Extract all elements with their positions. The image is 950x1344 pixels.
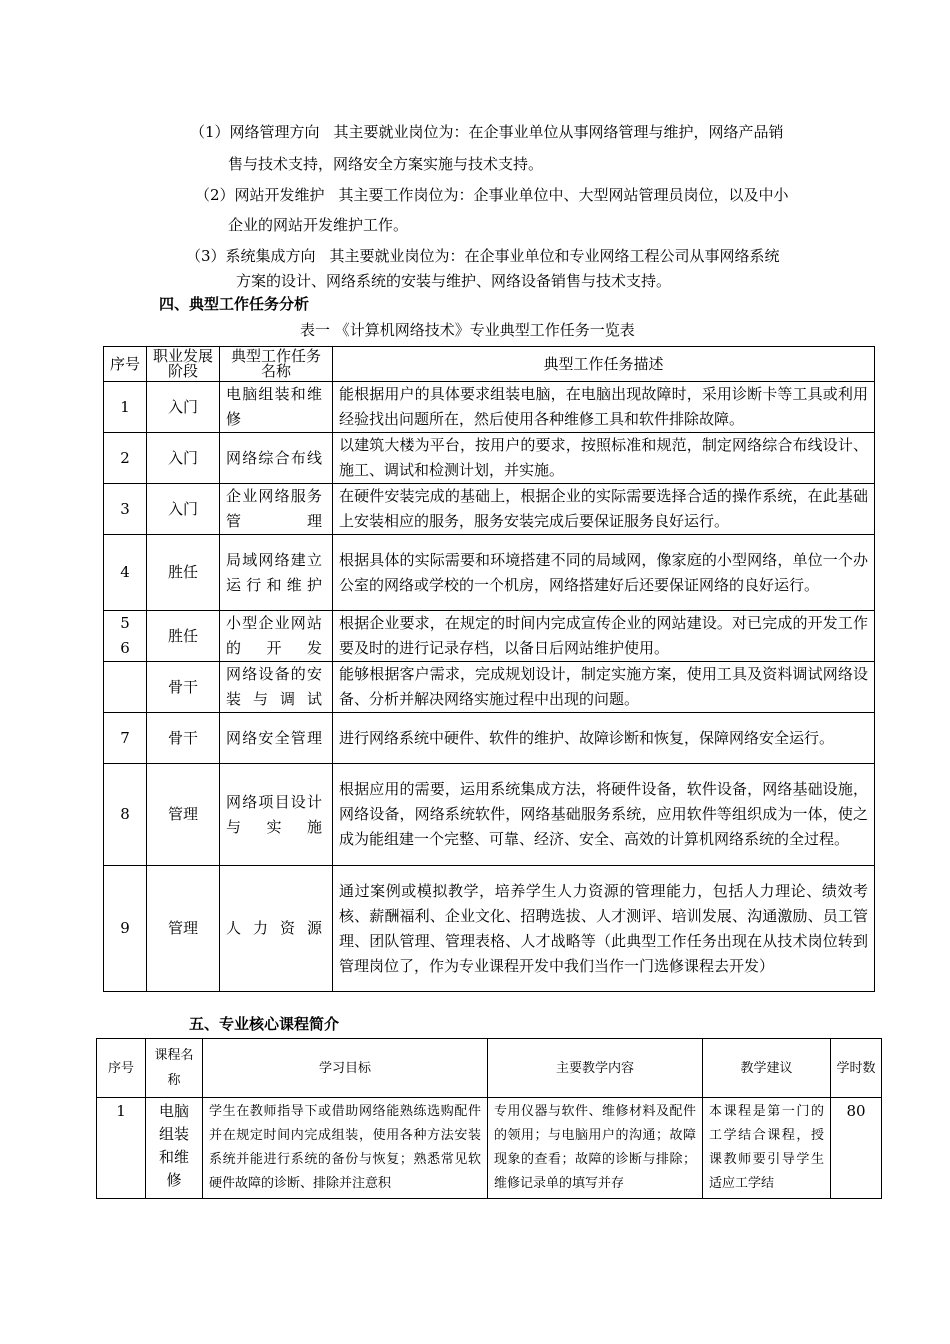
cell-task: 小型企业网站的开发: [220, 611, 333, 662]
header-task: 典型工作任务名称: [220, 347, 333, 382]
table-row: [104, 713, 875, 764]
cell-desc: 根据企业要求，在规定的时间内完成宣传企业的网站建设。对已完成的开发工作要及时的进行记录存档，以备日后网站维护使用。: [333, 611, 875, 662]
cell-task: 网络安全管理: [220, 713, 333, 764]
header-seq: 序号: [104, 347, 147, 382]
cell-task: 人力资源: [220, 866, 333, 992]
table-row: [104, 764, 875, 866]
header-seq: 序号: [97, 1039, 146, 1098]
table-header-row: [104, 347, 875, 382]
cell-desc: 能够根据客户需求，完成规划设计，制定实施方案，使用工具及资料调试网络设备、分析并解决网络实施过程中出现的问题。: [333, 662, 875, 713]
header-teaching-advice: 教学建议: [703, 1039, 831, 1098]
section-heading-5: 五、专业核心课程简介: [189, 1015, 340, 1033]
cell-task: 网络设备的安装与调试: [220, 662, 333, 713]
cell-stage: 胜任: [147, 611, 220, 662]
cell-desc: 在硬件安装完成的基础上，根据企业的实际需要选择合适的操作系统，在此基础上安装相应的服务，服务安装完成后要保证服务良好运行。: [333, 484, 875, 535]
header-learning-goal: 学习目标: [203, 1039, 488, 1098]
cell-stage: 骨干: [147, 662, 220, 713]
typical-tasks-table: [103, 346, 875, 992]
cell-stage: 骨干: [147, 713, 220, 764]
cell-stage: 入门: [147, 433, 220, 484]
cell-desc: 根据具体的实际需要和环境搭建不同的局域网，像家庭的小型网络，单位一个办公室的网络或学校的一个机房，网络搭建好后还要保证网络的良好运行。: [333, 535, 875, 611]
paragraph-continuation: 企业的网站开发维护工作。: [228, 216, 409, 234]
paragraph-website-development: [195, 185, 789, 205]
paragraph-text: 其主要就业岗位为：在企事业单位和专业网络工程公司从事网络系统: [329, 247, 780, 265]
cell-seq: 1: [104, 382, 147, 433]
cell-teaching-content: 专用仪器与软件、维修材料及配件的领用；与电脑用户的沟通；故障现象的查看；故障的诊断与排除；维修记录单的填写并存: [488, 1098, 703, 1199]
paragraph-continuation: 方案的设计、网络系统的安装与维护、网络设备销售与技术支持。: [236, 272, 672, 290]
cell-desc: 进行网络系统中硬件、软件的维护、故障诊断和恢复，保障网络安全运行。: [333, 713, 875, 764]
paragraph-network-management: [190, 122, 784, 142]
cell-desc: 能根据用户的具体要求组装电脑，在电脑出现故障时，采用诊断卡等工具或利用经验找出问题所在，然后使用各种维修工具和软件排除故障。: [333, 382, 875, 433]
table-row: [104, 866, 875, 992]
cell-task: 电脑组装和维修: [220, 382, 333, 433]
cell-task: 企业网络服务管理: [220, 484, 333, 535]
cell-stage: 胜任: [147, 535, 220, 611]
cell-seq: 5 6: [104, 611, 147, 662]
table-row: [104, 662, 875, 713]
cell-stage: 管理: [147, 866, 220, 992]
paragraph-label: （3）系统集成方向: [186, 247, 316, 265]
cell-seq: 8: [104, 764, 147, 866]
cell-stage: 管理: [147, 764, 220, 866]
table-row: [104, 382, 875, 433]
cell-task: 局域网络建立运行和维护: [220, 535, 333, 611]
paragraph-system-integration: [186, 246, 780, 266]
cell-seq: [104, 662, 147, 713]
header-stage: 职业发展阶段: [147, 347, 220, 382]
header-hours: 学时数: [831, 1039, 882, 1098]
table-row: [104, 433, 875, 484]
paragraph-text: 其主要就业岗位为：在企事业单位从事网络管理与维护，网络产品销: [333, 123, 784, 141]
cell-teaching-advice: 本课程是第一门的工学结合课程，授课教师要引导学生适应工学结: [703, 1098, 831, 1199]
core-courses-table: [96, 1038, 882, 1199]
cell-task: 网络综合布线: [220, 433, 333, 484]
cell-seq: 7: [104, 713, 147, 764]
cell-desc: 通过案例或模拟教学，培养学生人力资源的管理能力，包括人力理论、绩效考核、薪酬福利、企业文化、招聘选拔、人才测评、培训发展、沟通激励、员工管理、团队管理、管理表格、人才战略等（此典型工作任务出现在从技术岗位转到管理岗位了，作为专业课程开发中我们当作一门选修课程去开发）: [333, 866, 875, 992]
cell-seq: 1: [97, 1098, 146, 1199]
cell-course-name: 电脑组装和维修: [146, 1098, 203, 1199]
cell-seq: 3: [104, 484, 147, 535]
paragraph-continuation: 售与技术支持，网络安全方案实施与技术支持。: [228, 155, 544, 173]
section-heading-4: 四、典型工作任务分析: [159, 295, 310, 313]
cell-desc: 根据应用的需要，运用系统集成方法，将硬件设备，软件设备，网络基础设施，网络设备，网络系统软件，网络基础服务系统，应用软件等组织成为一体，使之成为能组建一个完整、可靠、经济、安全、高效的计算机网络系统的全过程。: [333, 764, 875, 866]
cell-seq: 4: [104, 535, 147, 611]
cell-seq: 2: [104, 433, 147, 484]
table-row: [104, 611, 875, 662]
paragraph-text: 其主要工作岗位为：企事业单位中、大型网站管理员岗位，以及中小: [338, 186, 789, 204]
cell-task: 网络项目设计与实施: [220, 764, 333, 866]
paragraph-label: （1）网络管理方向: [190, 123, 320, 141]
header-teaching-content: 主要教学内容: [488, 1039, 703, 1098]
table-row: [97, 1098, 882, 1199]
table-header-row: [97, 1039, 882, 1098]
cell-seq: 9: [104, 866, 147, 992]
table-row: [104, 484, 875, 535]
cell-stage: 入门: [147, 382, 220, 433]
paragraph-label: （2）网站开发维护: [195, 186, 325, 204]
header-desc: 典型工作任务描述: [333, 347, 875, 382]
table-row: [104, 535, 875, 611]
cell-desc: 以建筑大楼为平台，按用户的要求，按照标准和规范，制定网络综合布线设计、施工、调试和检测计划，并实施。: [333, 433, 875, 484]
cell-learning-goal: 学生在教师指导下或借助网络能熟练选购配件并在规定时间内完成组装，使用各种方法安装系统并能进行系统的备份与恢复；熟悉常见软硬件故障的诊断、排除并注意积: [203, 1098, 488, 1199]
header-course-name: 课程名称: [146, 1039, 203, 1098]
table-caption: 表一 《计算机网络技术》专业典型工作任务一览表: [300, 321, 635, 339]
cell-stage: 入门: [147, 484, 220, 535]
cell-hours: 80: [831, 1098, 882, 1199]
